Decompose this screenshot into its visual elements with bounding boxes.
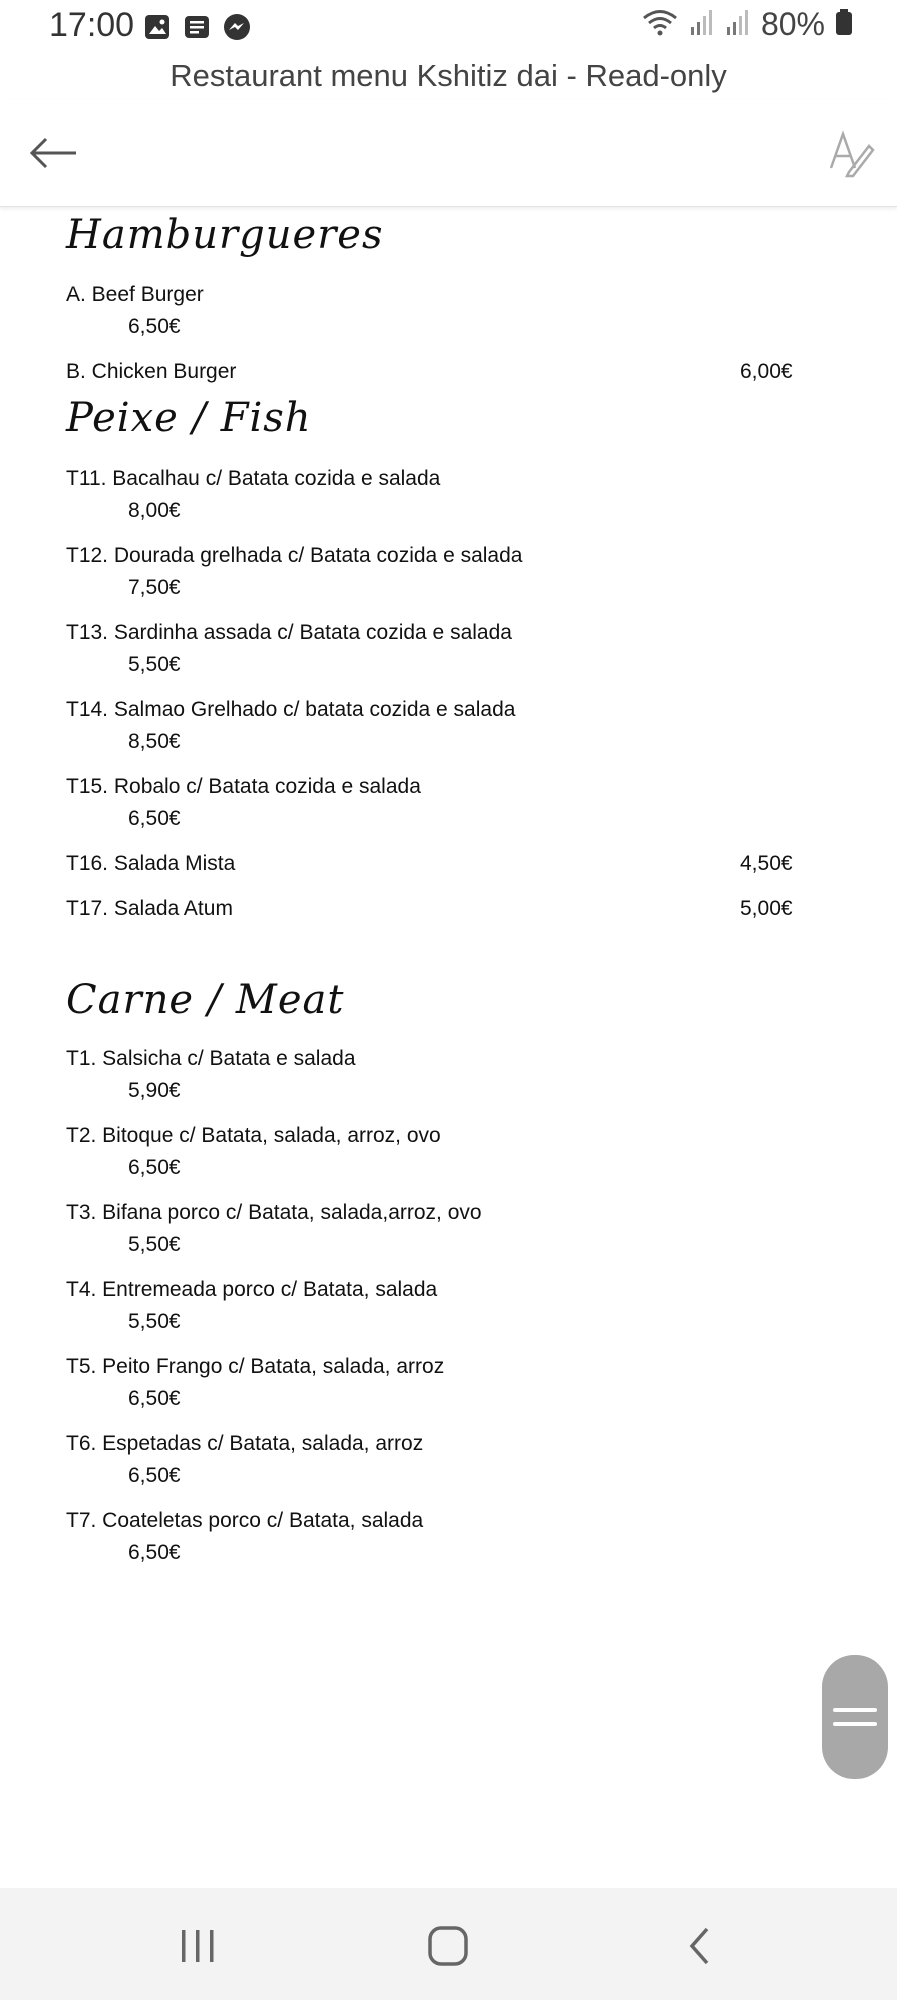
menu-item-name: T14. Salmao Grelhado c/ batata cozida e salada (66, 698, 516, 721)
menu-item-name: T7. Coateletas porco c/ Batata, salada (66, 1509, 424, 1532)
status-bar (0, 0, 897, 56)
battery-icon (835, 7, 853, 42)
menu-item-price: 5,90€ (128, 1079, 181, 1102)
menu-item-name: A. Beef Burger (66, 283, 204, 306)
menu-item-name: T6. Espetadas c/ Batata, salada, arroz (66, 1432, 424, 1455)
gallery-icon (142, 12, 172, 42)
menu-item-name: T16. Salada Mista (66, 852, 236, 875)
section-title-fish: Peixe / Fish (66, 395, 312, 441)
menu-item-price: 5,50€ (128, 1310, 181, 1333)
menu-item-price: 6,50€ (128, 1387, 181, 1410)
text-edit-icon (825, 128, 875, 178)
menu-item-price: 8,00€ (128, 499, 181, 522)
chevron-left-icon (680, 1924, 720, 1968)
recent-apps-button[interactable] (168, 1916, 228, 1976)
menu-item-name: T17. Salada Atum (66, 897, 233, 920)
menu-item-name: T5. Peito Frango c/ Batata, salada, arroz (66, 1355, 445, 1378)
home-button[interactable] (418, 1916, 478, 1976)
menu-item-price: 7,50€ (128, 576, 181, 599)
menu-item-price: 6,50€ (128, 1156, 181, 1179)
menu-item-price: 6,50€ (128, 1464, 181, 1487)
menu-item-price: 5,50€ (128, 1233, 181, 1256)
notification-icons (142, 12, 252, 42)
edit-button[interactable] (825, 128, 875, 178)
menu-item-name: T15. Robalo c/ Batata cozida e salada (66, 775, 421, 798)
menu-item-price: 8,50€ (128, 730, 181, 753)
menu-item-name: T3. Bifana porco c/ Batata, salada,arroz, ovo (66, 1201, 482, 1224)
wifi-icon (641, 7, 679, 42)
home-icon (426, 1924, 470, 1968)
signal-icon-1 (689, 7, 715, 42)
section-title-burgers: Hamburgueres (66, 212, 384, 258)
menu-item-name: T11. Bacalhau c/ Batata cozida e salada (66, 467, 441, 490)
toolbar (0, 100, 897, 207)
menu-item-price: 6,00€ (740, 360, 793, 383)
status-right (641, 6, 853, 43)
back-nav-button[interactable] (670, 1916, 730, 1976)
fast-scroll-handle[interactable] (822, 1655, 888, 1779)
arrow-left-icon (26, 128, 82, 178)
back-button[interactable] (26, 128, 82, 178)
menu-item-name: T13. Sardinha assada c/ Batata cozida e salada (66, 621, 512, 644)
signal-icon-2 (725, 7, 751, 42)
menu-item-name: T2. Bitoque c/ Batata, salada, arroz, ovo (66, 1124, 441, 1147)
menu-item-price: 6,50€ (128, 807, 181, 830)
scroll-handle-icon (833, 1702, 877, 1732)
messenger-icon (222, 12, 252, 42)
menu-item-name: B. Chicken Burger (66, 360, 237, 383)
section-title-meat: Carne / Meat (66, 977, 345, 1023)
menu-item-name: T4. Entremeada porco c/ Batata, salada (66, 1278, 438, 1301)
menu-item-name: T1. Salsicha c/ Batata e salada (66, 1047, 356, 1070)
menu-item-price: 5,50€ (128, 653, 181, 676)
menu-item-name: T12. Dourada grelhada c/ Batata cozida e salada (66, 544, 523, 567)
recent-apps-icon (178, 1926, 218, 1966)
news-icon (182, 12, 212, 42)
document-title: Restaurant menu Kshitiz dai - Read-only (170, 58, 727, 93)
battery-percentage: 80% (760, 6, 825, 42)
system-navigation-bar (0, 1888, 897, 2000)
menu-item-price: 6,50€ (128, 315, 181, 338)
status-time: 17:00 (49, 6, 135, 44)
menu-item-price: 6,50€ (128, 1541, 181, 1564)
menu-item-price: 4,50€ (740, 852, 793, 875)
menu-item-price: 5,00€ (740, 897, 793, 920)
